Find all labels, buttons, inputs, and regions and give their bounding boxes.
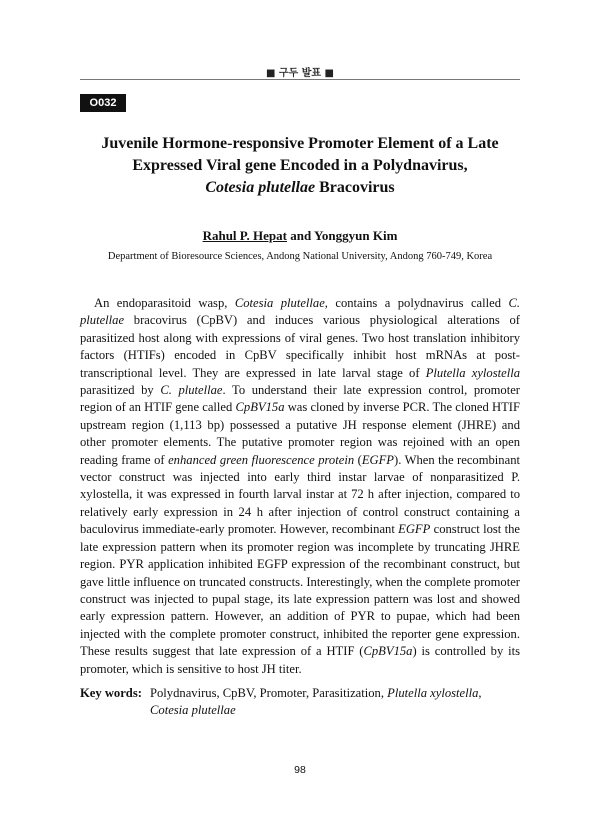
abstract-text: ) is controlled by its promoter, which is sensitive to host JH titer. [80,644,520,676]
abstract-text: . To understand their late expression control, promoter region of an HTIF gene called [80,383,520,415]
title-line-2: Expressed Viral gene Encoded in a Polydnavirus, [132,157,468,174]
abstract-italic: Plutella xylostella [425,365,520,380]
affiliation: Department of Bioresource Sciences, Andong National University, Andong 760-749, Korea [107,251,493,262]
abstract-body [80,295,520,678]
title-line-3-rest: Bracovirus [315,179,395,196]
abstract-italic: Cotesia plutellae [234,296,325,310]
page-number: 98 [294,764,306,776]
author-list [80,228,520,244]
abstract-italic: C. plutellae [160,383,223,398]
keyword-species-1: Plutella xylostella [387,686,479,700]
abstract-text: bracovirus (CpBV) and induces various physiological alterations of parasitized host along with expressions of viral genes. Two host translation inhibitory factors (HTIFs) encoded in CpBV specifically inhibit host mRNAs at post-transcriptional level. They are expressed in late larval stage of [80,313,520,380]
abstract-italic: CpBV15a [235,400,285,415]
abstract-text: ( [354,452,362,467]
keywords-plain: Polydnavirus, CpBV, Promoter, Parasitization, [150,686,388,700]
abstract-italic: EGFP [398,522,431,537]
title-line-1: Juvenile Hormone-responsive Promoter Element of a Late [101,135,499,152]
abstract-text: , contains a polydnavirus called [324,296,509,310]
abstract-code-badge: O032 [80,94,126,112]
title-line-3 [80,177,520,199]
keywords [80,685,520,720]
abstract-italic: C. plutellae [80,296,520,328]
author-joiner: and [286,228,314,243]
abstract-italic: enhanced green fluorescence protein [168,452,355,467]
section-header: ■ 구두 발표 ■ [266,68,334,79]
header-divider [80,79,520,80]
author-presenting: Rahul P. Hepat [202,228,287,243]
abstract-text: construct lost the late expression pattern when its promoter region was incomplete by truncating JHRE region. PYR application inhibited EGFP expression of the recombinant construct, but gave little influence on truncated constructs. Interestingly, when the complete promoter construct was injected to pupal stage, its late expression pattern was lost and showed early expression pattern. However, an addition of PYR to pupae, which had been injected with the complete promoter construct, inhibited the reporter gene expression. These results suggest that late expression of a HTIF ( [80,522,520,659]
abstract-text: parasitized by [80,383,161,398]
abstract-paragraph [80,295,520,678]
abstract-italic: EGFP [361,452,394,467]
keyword-species-2: Cotesia plutellae [150,703,236,718]
abstract-text: ). When the recombinant vector construct was injected into early third instar larvae of nonparasitized P. xylostella, it was expressed in fourth larval instar at 72 h after injection, compared to relatively early expression in 24 h after injection of control construct containing a baculovirus immediate-early promoter. However, recombinant [80,452,520,537]
title-species: Cotesia plutellae [205,179,316,196]
abstract-italic: CpBV15a [363,644,413,659]
abstract-text: was cloned by inverse PCR. The cloned HTIF upstream region (1,113 bp) possessed a putative JH response element (JHRE) and other promoter elements. The putative promoter region was rejoined with an open reading frame of [80,400,520,467]
keywords-label: Key words: [80,686,142,700]
paper-title [80,133,520,199]
author-second: Yonggyun Kim [313,228,398,243]
keywords-list [150,685,520,720]
keywords-separator: , [478,686,482,700]
abstract-text: An endoparasitoid wasp, [94,296,235,310]
